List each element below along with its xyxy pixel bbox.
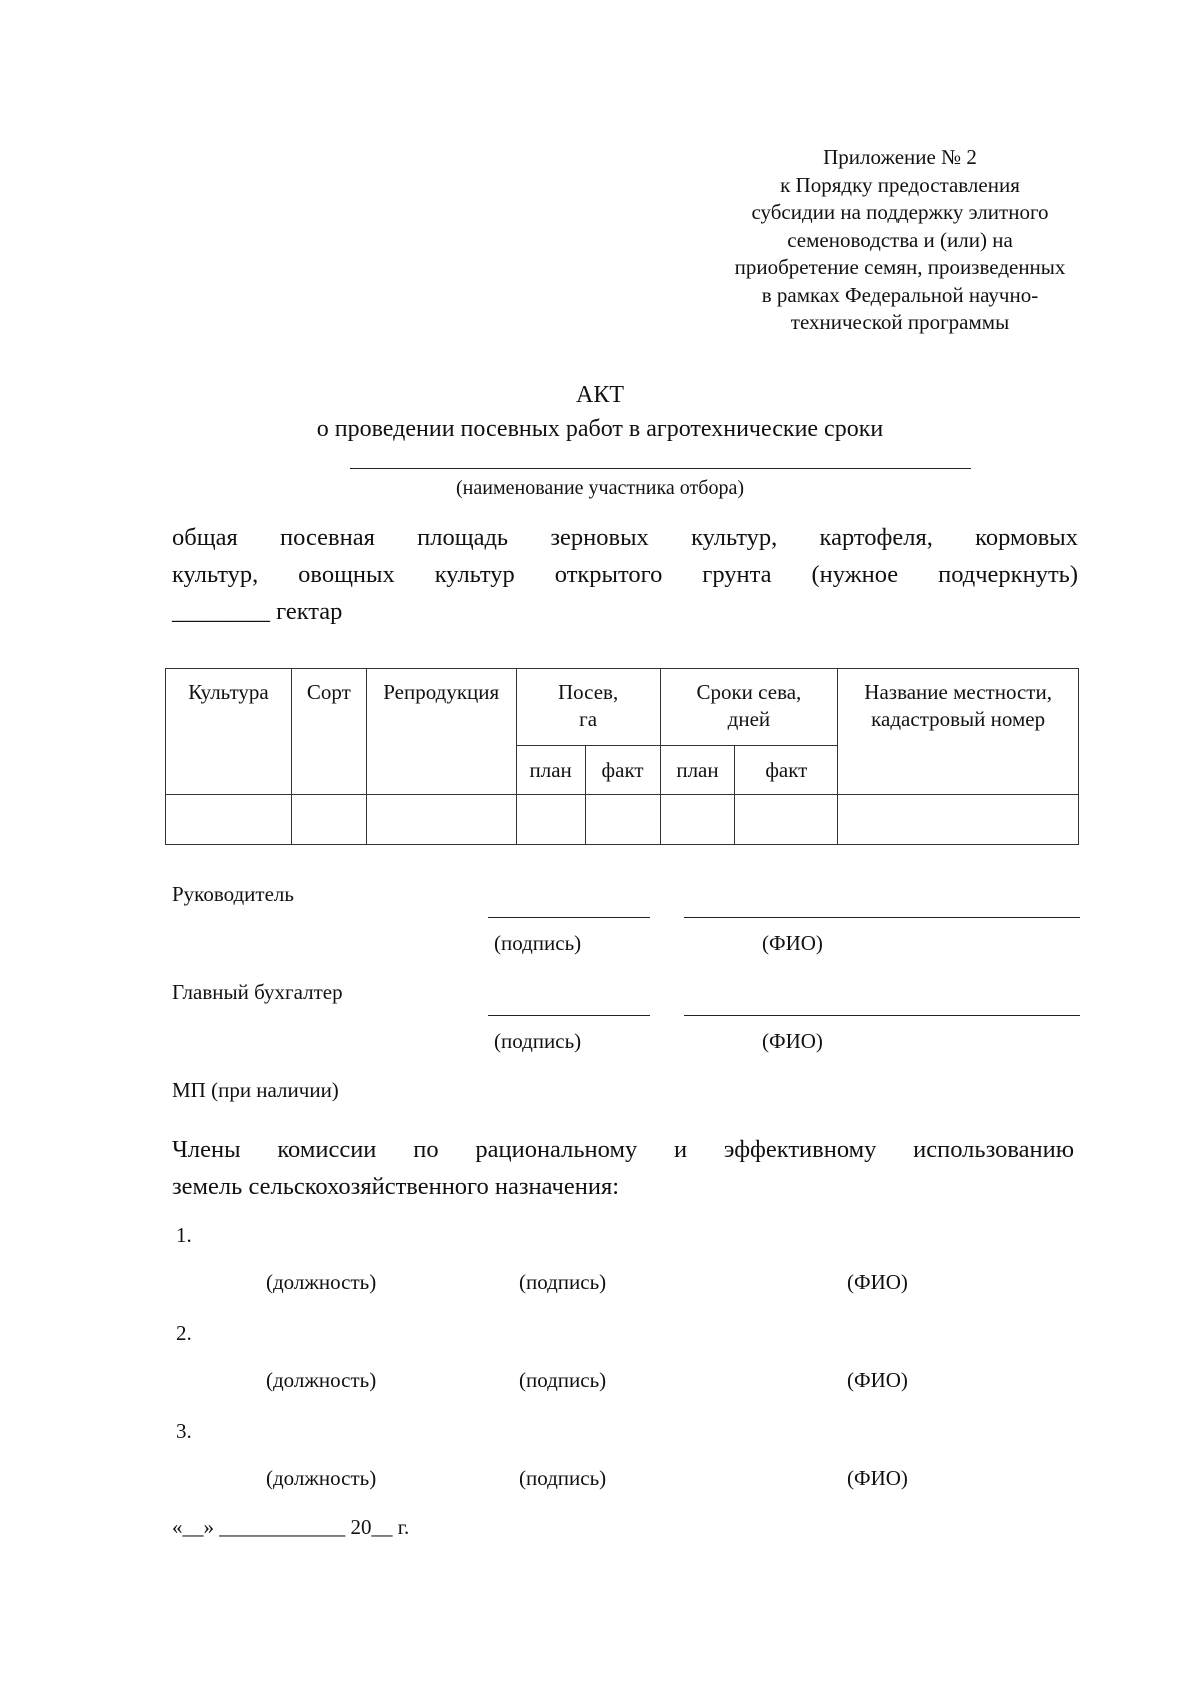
appendix-line: к Порядку предоставления <box>780 172 1020 197</box>
date-open-quote: « <box>172 1515 183 1539</box>
member-number: 3. <box>176 1419 192 1443</box>
accountant-signature-line[interactable] <box>488 1015 650 1016</box>
commission-line-1: Члены комиссии по рациональному и эффективному использованию <box>172 1136 1074 1163</box>
appendix-note <box>700 144 1100 337</box>
member-signature-caption: (подпись) <box>519 1270 607 1294</box>
accountant-name-line[interactable] <box>684 1015 1080 1016</box>
document-title: АКТ <box>576 382 624 408</box>
date-year-blank[interactable]: __ <box>371 1515 393 1539</box>
cell-terms-plan[interactable] <box>660 795 735 845</box>
area-line-2: культур, овощных культур открытого грунта (нужное подчеркнуть) <box>172 561 1078 588</box>
accountant-signature-caption: (подпись) <box>494 1029 582 1053</box>
date-month-blank[interactable]: ____________ <box>219 1515 346 1539</box>
head-name-line[interactable] <box>684 917 1080 918</box>
sowing-table <box>165 668 1079 845</box>
member-position-caption: (должность) <box>266 1368 377 1392</box>
commission-line-2: земель сельскохозяйственного назначения: <box>172 1173 620 1200</box>
date-year-prefix: 20 <box>350 1515 372 1539</box>
appendix-line: Приложение № 2 <box>823 145 977 169</box>
appendix-line: семеноводства и (или) на <box>787 227 1013 252</box>
area-unit: гектар <box>276 598 343 625</box>
participant-caption: (наименование участника отбора) <box>456 477 744 499</box>
date-day-blank[interactable]: __ <box>182 1515 204 1539</box>
appendix-line: технической программы <box>790 310 1010 334</box>
header-reproduction: Репродукция <box>366 669 516 795</box>
appendix-line: приобретение семян, произведенных <box>734 255 1066 279</box>
cell-crop[interactable] <box>166 795 292 845</box>
header-location <box>838 669 1079 795</box>
participant-name-line[interactable] <box>350 468 971 469</box>
date-year-suffix: г. <box>397 1515 410 1539</box>
head-label: Руководитель <box>172 882 294 906</box>
cell-location[interactable] <box>838 795 1079 845</box>
cell-reproduction[interactable] <box>366 795 516 845</box>
header-crop: Культура <box>166 669 292 795</box>
appendix-line: субсидии на поддержку элитного <box>751 200 1049 224</box>
date-close-quote: » <box>203 1515 214 1539</box>
header-terms <box>660 669 838 746</box>
seal-label: МП (при наличии) <box>172 1078 339 1102</box>
header-sowing-unit: га <box>579 707 598 731</box>
table-row <box>166 795 1079 845</box>
accountant-label: Главный бухгалтер <box>172 980 343 1004</box>
cell-variety[interactable] <box>291 795 366 845</box>
member-signature-caption: (подпись) <box>519 1466 607 1490</box>
header-sowing-plan: план <box>516 746 585 795</box>
member-number: 1. <box>176 1223 192 1247</box>
appendix-line: в рамках Федеральной научно- <box>761 282 1039 307</box>
member-signature-caption: (подпись) <box>519 1368 607 1392</box>
header-terms-plan: план <box>660 746 735 795</box>
area-blank[interactable]: ________ <box>172 598 270 625</box>
cell-terms-fact[interactable] <box>735 795 838 845</box>
member-name-caption: (ФИО) <box>847 1270 908 1294</box>
header-sowing-fact: факт <box>585 746 660 795</box>
header-terms-fact: факт <box>735 746 838 795</box>
accountant-name-caption: (ФИО) <box>762 1029 823 1053</box>
member-position-caption: (должность) <box>266 1466 377 1490</box>
header-variety: Сорт <box>291 669 366 795</box>
header-terms-label: Сроки сева, <box>696 680 802 704</box>
area-line-1: общая посевная площадь зерновых культур, картофеля, кормовых <box>172 524 1078 551</box>
member-name-caption: (ФИО) <box>847 1466 908 1490</box>
head-signature-line[interactable] <box>488 917 650 918</box>
header-terms-unit: дней <box>727 707 771 731</box>
header-sowing <box>516 669 660 746</box>
head-signature-caption: (подпись) <box>494 931 582 955</box>
cell-sowing-fact[interactable] <box>585 795 660 845</box>
header-location-label: Название местности, <box>864 680 1052 704</box>
date-line <box>172 1515 409 1540</box>
member-number: 2. <box>176 1321 192 1345</box>
header-sowing-label: Посев, <box>557 680 619 704</box>
member-name-caption: (ФИО) <box>847 1368 908 1392</box>
cell-sowing-plan[interactable] <box>516 795 585 845</box>
header-location-label-2: кадастровый номер <box>871 707 1046 731</box>
commission-paragraph <box>172 1131 1074 1205</box>
member-position-caption: (должность) <box>266 1270 377 1294</box>
area-paragraph <box>172 519 1078 630</box>
document-subtitle: о проведении посевных работ в агротехнические сроки <box>316 416 884 442</box>
head-name-caption: (ФИО) <box>762 931 823 955</box>
